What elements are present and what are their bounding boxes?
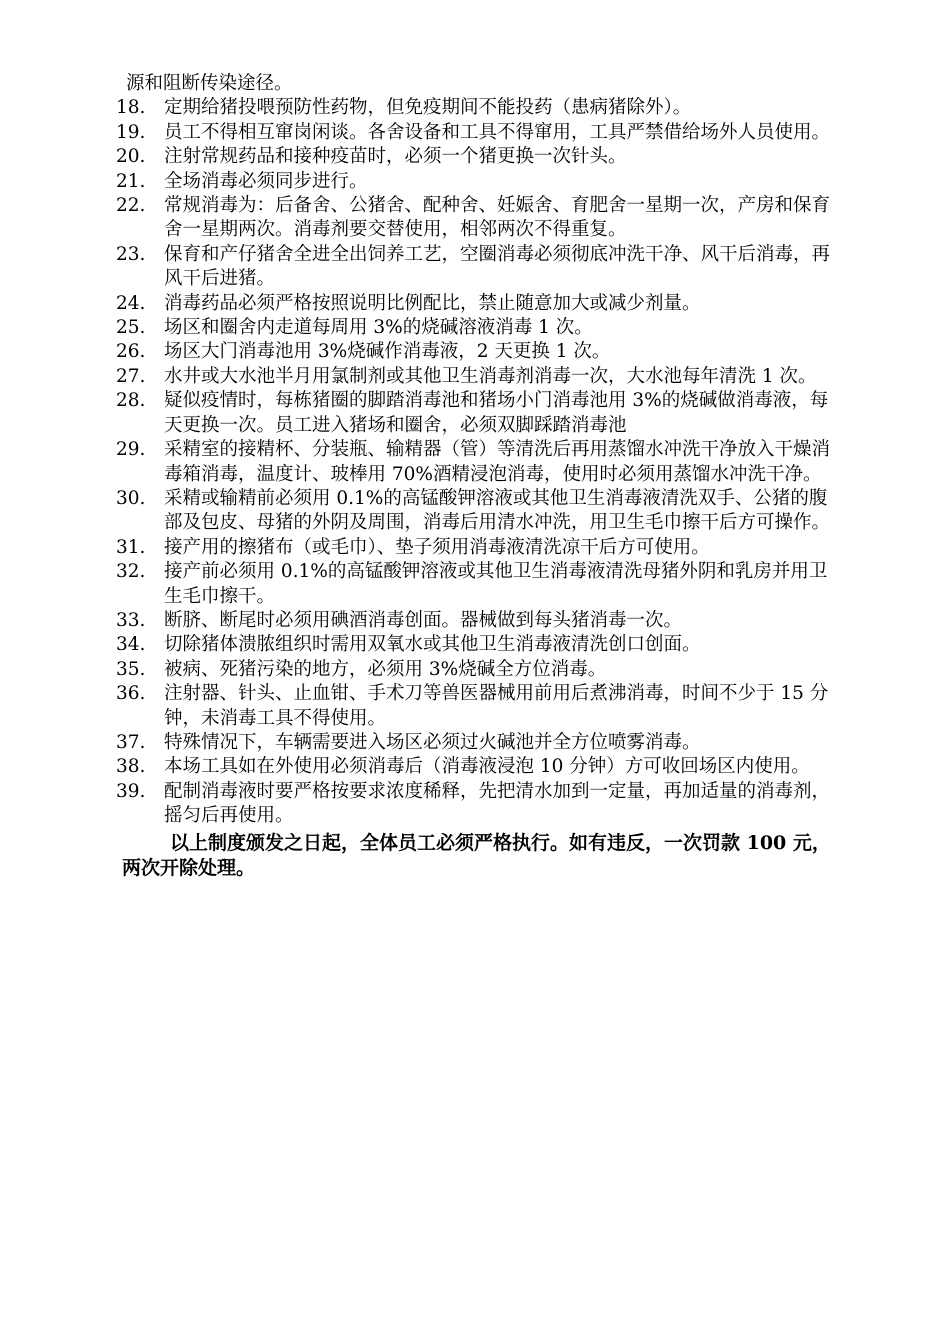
item-number: 18. xyxy=(116,97,146,119)
list-item xyxy=(116,145,842,169)
item-text: 注射常规药品和接种疫苗时，必须一个猪更换一次针头。 xyxy=(164,146,627,168)
item-text: 员工不得相互窜岗闲谈。各舍设备和工具不得窜用，工具严禁借给场外人员使用。 xyxy=(164,121,831,143)
list-item xyxy=(116,438,842,487)
item-text: 采精或输精前必须用 0.1%的高锰酸钾溶液或其他卫生消毒液清洗双手、公猪的腹部及包皮、母猪的外阴及周围，消毒后用清水冲洗，用卫生毛巾擦干后方可操作。 xyxy=(164,487,831,534)
item-number: 26. xyxy=(116,341,146,363)
list-item xyxy=(116,316,842,340)
item-number: 30. xyxy=(116,487,146,509)
list-item xyxy=(116,658,842,682)
item-number: 24. xyxy=(116,292,146,314)
list-item xyxy=(116,682,842,731)
list-item xyxy=(116,121,842,145)
item-text: 本场工具如在外使用必须消毒后（消毒液浸泡 10 分钟）方可收回场区内使用。 xyxy=(164,756,810,778)
item-number: 33. xyxy=(116,609,146,631)
item-text: 接产前必须用 0.1%的高锰酸钾溶液或其他卫生消毒液清洗母猪外阴和乳房并用卫生毛巾擦干。 xyxy=(164,561,828,607)
list-item xyxy=(116,487,842,536)
list-item xyxy=(116,731,842,755)
item-number: 38. xyxy=(116,756,146,778)
item-text: 场区大门消毒池用 3%烧碱作消毒液，2 天更换 1 次。 xyxy=(164,341,611,363)
item-number: 29. xyxy=(116,439,146,461)
item-number: 32. xyxy=(116,561,146,583)
item-text: 定期给猪投喂预防性药物，但免疫期间不能投药（患病猪除外）。 xyxy=(164,97,692,119)
closing-statement: 以上制度颁发之日起，全体员工必须严格执行。如有违反，一次罚款 100 元，两次开除处理。 xyxy=(122,831,831,879)
item-number: 20. xyxy=(116,146,146,168)
list-item xyxy=(116,194,842,243)
item-text: 被病、死猪污染的地方，必须用 3%烧碱全方位消毒。 xyxy=(164,658,607,680)
item-number: 23. xyxy=(116,243,146,265)
list-item xyxy=(116,633,842,657)
item-number: 31. xyxy=(116,536,146,558)
item-text: 注射器、针头、止血钳、手术刀等兽医器械用前用后煮沸消毒，时间不少于 15 分钟，未消毒工具不得使用。 xyxy=(164,683,829,729)
item-text: 消毒药品必须严格按照说明比例配比，禁止随意加大或减少剂量。 xyxy=(164,292,701,314)
item-number: 36. xyxy=(116,683,146,705)
item-number: 35. xyxy=(116,658,146,680)
item-text: 接产用的擦猪布（或毛巾）、垫子须用消毒液清洗凉干后方可使用。 xyxy=(164,536,710,558)
item-text: 常规消毒为：后备舍、公猪舍、配种舍、妊娠舍、育肥舍一星期一次，产房和保育舍一星期两次。消毒剂要交替使用，相邻两次不得重复。 xyxy=(164,195,831,241)
list-item xyxy=(116,780,842,829)
item-number: 37. xyxy=(116,731,146,753)
item-text: 疑似疫情时，每栋猪圈的脚踏消毒池和猪场小门消毒池用 3%的烧碱做消毒液，每天更换一次。员工进入猪场和圈舍，必须双脚踩踏消毒池 xyxy=(164,390,829,436)
list-item xyxy=(116,536,842,560)
item-text: 场区和圈舍内走道每周用 3%的烧碱溶液消毒 1 次。 xyxy=(164,317,593,339)
item-text: 配制消毒液时要严格按要求浓度稀释，先把清水加到一定量，再加适量的消毒剂，摇匀后再使用。 xyxy=(164,780,831,827)
item-text: 断脐、断尾时必须用碘酒消毒创面。器械做到每头猪消毒一次。 xyxy=(164,609,683,631)
item-text: 水井或大水池半月用氯制剂或其他卫生消毒剂消毒一次，大水池每年清洗 1 次。 xyxy=(164,365,817,387)
item-text: 全场消毒必须同步进行。 xyxy=(164,170,368,192)
item-number: 39. xyxy=(116,780,146,802)
list-item xyxy=(116,609,842,633)
item-number: 34. xyxy=(116,634,146,656)
item-number: 25. xyxy=(116,317,146,339)
list-item xyxy=(116,365,842,389)
item-text: 切除猪体溃脓组织时需用双氧水或其他卫生消毒液清洗创口创面。 xyxy=(164,634,701,656)
item-number: 27. xyxy=(116,365,146,387)
item-number: 21. xyxy=(116,170,146,192)
list-item xyxy=(116,755,842,779)
list-item xyxy=(116,389,842,438)
continued-text: 源和阻断传染途径。 xyxy=(126,73,293,94)
list-item xyxy=(116,96,842,120)
list-item xyxy=(116,292,842,316)
list-item xyxy=(116,170,842,194)
item-text: 特殊情况下，车辆需要进入场区必须过火碱池并全方位喷雾消毒。 xyxy=(164,731,701,753)
item-number: 19. xyxy=(116,121,146,143)
item-number: 28. xyxy=(116,390,146,412)
list-item xyxy=(116,243,842,292)
item-text: 保育和产仔猪舍全进全出饲养工艺，空圈消毒必须彻底冲洗干净、风干后消毒，再风干后进猪。 xyxy=(164,243,831,290)
list-item xyxy=(116,340,842,364)
regulation-list xyxy=(116,72,842,881)
item-number: 22. xyxy=(116,195,146,217)
list-item xyxy=(116,560,842,609)
item-text: 采精室的接精杯、分装瓶、输精器（管）等清洗后再用蒸馏水冲洗干净放入干燥消毒箱消毒，温度计、玻棒用 70%酒精浸泡消毒，使用时必须用蒸馏水冲洗干净。 xyxy=(164,439,831,485)
